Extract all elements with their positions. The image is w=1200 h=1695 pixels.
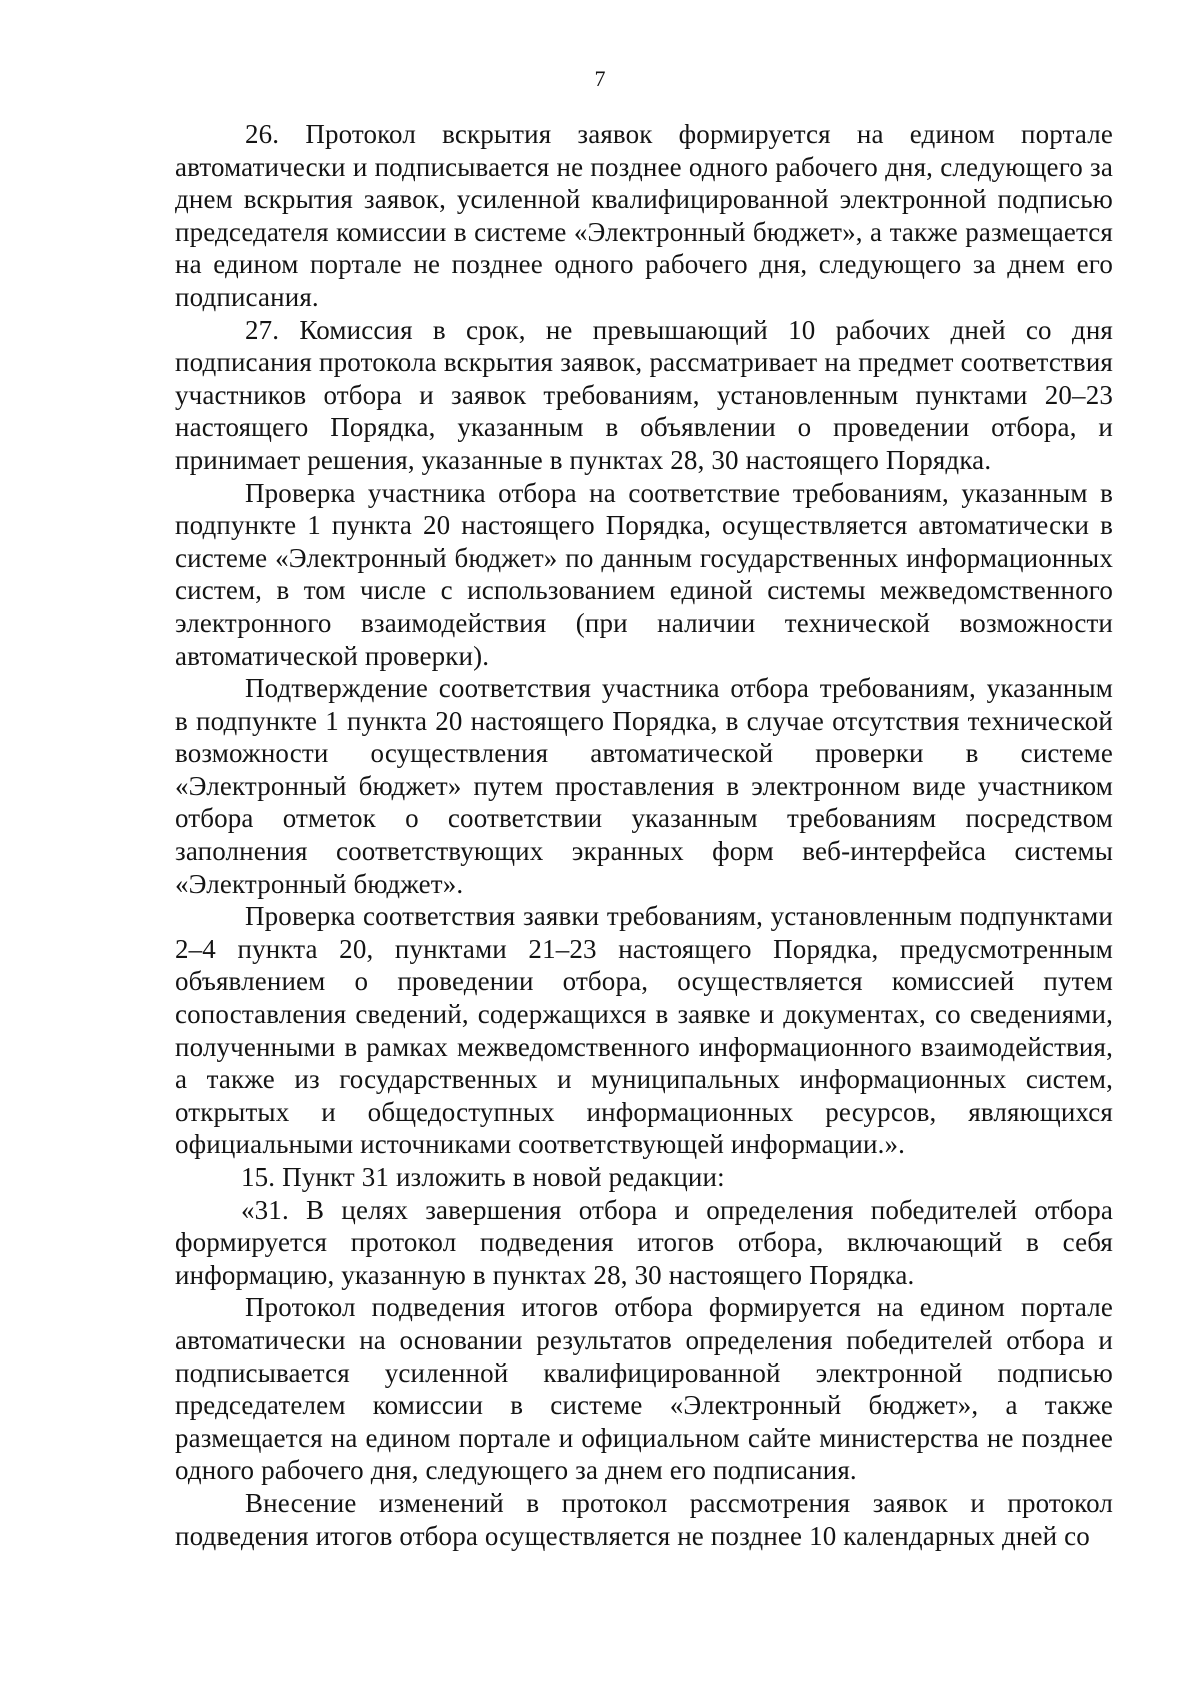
paragraph-26: 26. Протокол вскрытия заявок формируется на едином портале автоматически и подписывается не позднее одного рабочего дня, следующего за днем вскрытия заявок, усиленной квалифицированной электронной подписью председателя комиссии в системе «Электронный бюджет», а также размещается на едином портале не позднее одного рабочего дня, следующего за днем его подписания. bbox=[175, 119, 1113, 312]
paragraph-31: «31. В целях завершения отбора и определения победителей отбора формируется протокол подведения итогов отбора, включающий в себя информацию, указанную в пунктах 28, 30 настоящего Порядка. bbox=[175, 1194, 1113, 1290]
paragraph-changes: Внесение изменений в протокол рассмотрения заявок и протокол подведения итогов отбора осуществляется не позднее 10 календарных дней со bbox=[175, 1487, 1113, 1551]
paragraph-confirmation: Подтверждение соответствия участника отбора требованиям, указанным в подпункте 1 пункта 20 настоящего Порядка, в случае отсутствия технической возможности осуществления автоматической проверки в системе «Электронный бюджет» путем проставления в электронном виде участником отбора отметок о соответствии указанным требованиям посредством заполнения соответствующих экранных форм веб-интерфейса системы «Электронный бюджет». bbox=[175, 673, 1113, 899]
page-number: 7 bbox=[594, 66, 606, 91]
paragraph-results-protocol: Протокол подведения итогов отбора формируется на едином портале автоматически на основании результатов определения победителей отбора и подписывается усиленной квалифицированной электронной подписью председателем комиссии в системе «Электронный бюджет», а также размещается на едином портале и официальном сайте министерства не позднее одного рабочего дня, следующего за днем его подписания. bbox=[175, 1292, 1113, 1486]
document-body bbox=[175, 118, 1113, 1552]
paragraph-27: 27. Комиссия в срок, не превышающий 10 рабочих дней со дня подписания протокола вскрытия заявок, рассматривает на предмет соответствия участников отбора и заявок требованиям, установленным пунктами 20–23 настоящего Порядка, указанным в объявлении о проведении отбора, и принимает решения, указанные в пунктах 28, 30 настоящего Порядка. bbox=[175, 314, 1113, 475]
paragraph-application-check: Проверка соответствия заявки требованиям, установленным подпунктами 2–4 пункта 20, пунктами 21–23 настоящего Порядка, предусмотренным объявлением о проведении отбора, осуществляется комиссией путем сопоставления сведений, содержащихся в заявке и документах, со сведениями, полученными в рамках межведомственного информационного взаимодействия, а также из государственных и муниципальных информационных систем, открытых и общедоступных информационных ресурсов, являющихся официальными источниками соответствующей информации.». bbox=[175, 901, 1113, 1160]
paragraph-automatic-check: Проверка участника отбора на соответствие требованиям, указанным в подпункте 1 пункта 20 настоящего Порядка, осуществляется автоматически в системе «Электронный бюджет» по данным государственных информационных систем, в том числе с использованием единой системы межведомственного электронного взаимодействия (при наличии технической возможности автоматической проверки). bbox=[175, 477, 1113, 671]
paragraph-amendment-15: 15. Пункт 31 изложить в новой редакции: bbox=[241, 1162, 725, 1192]
